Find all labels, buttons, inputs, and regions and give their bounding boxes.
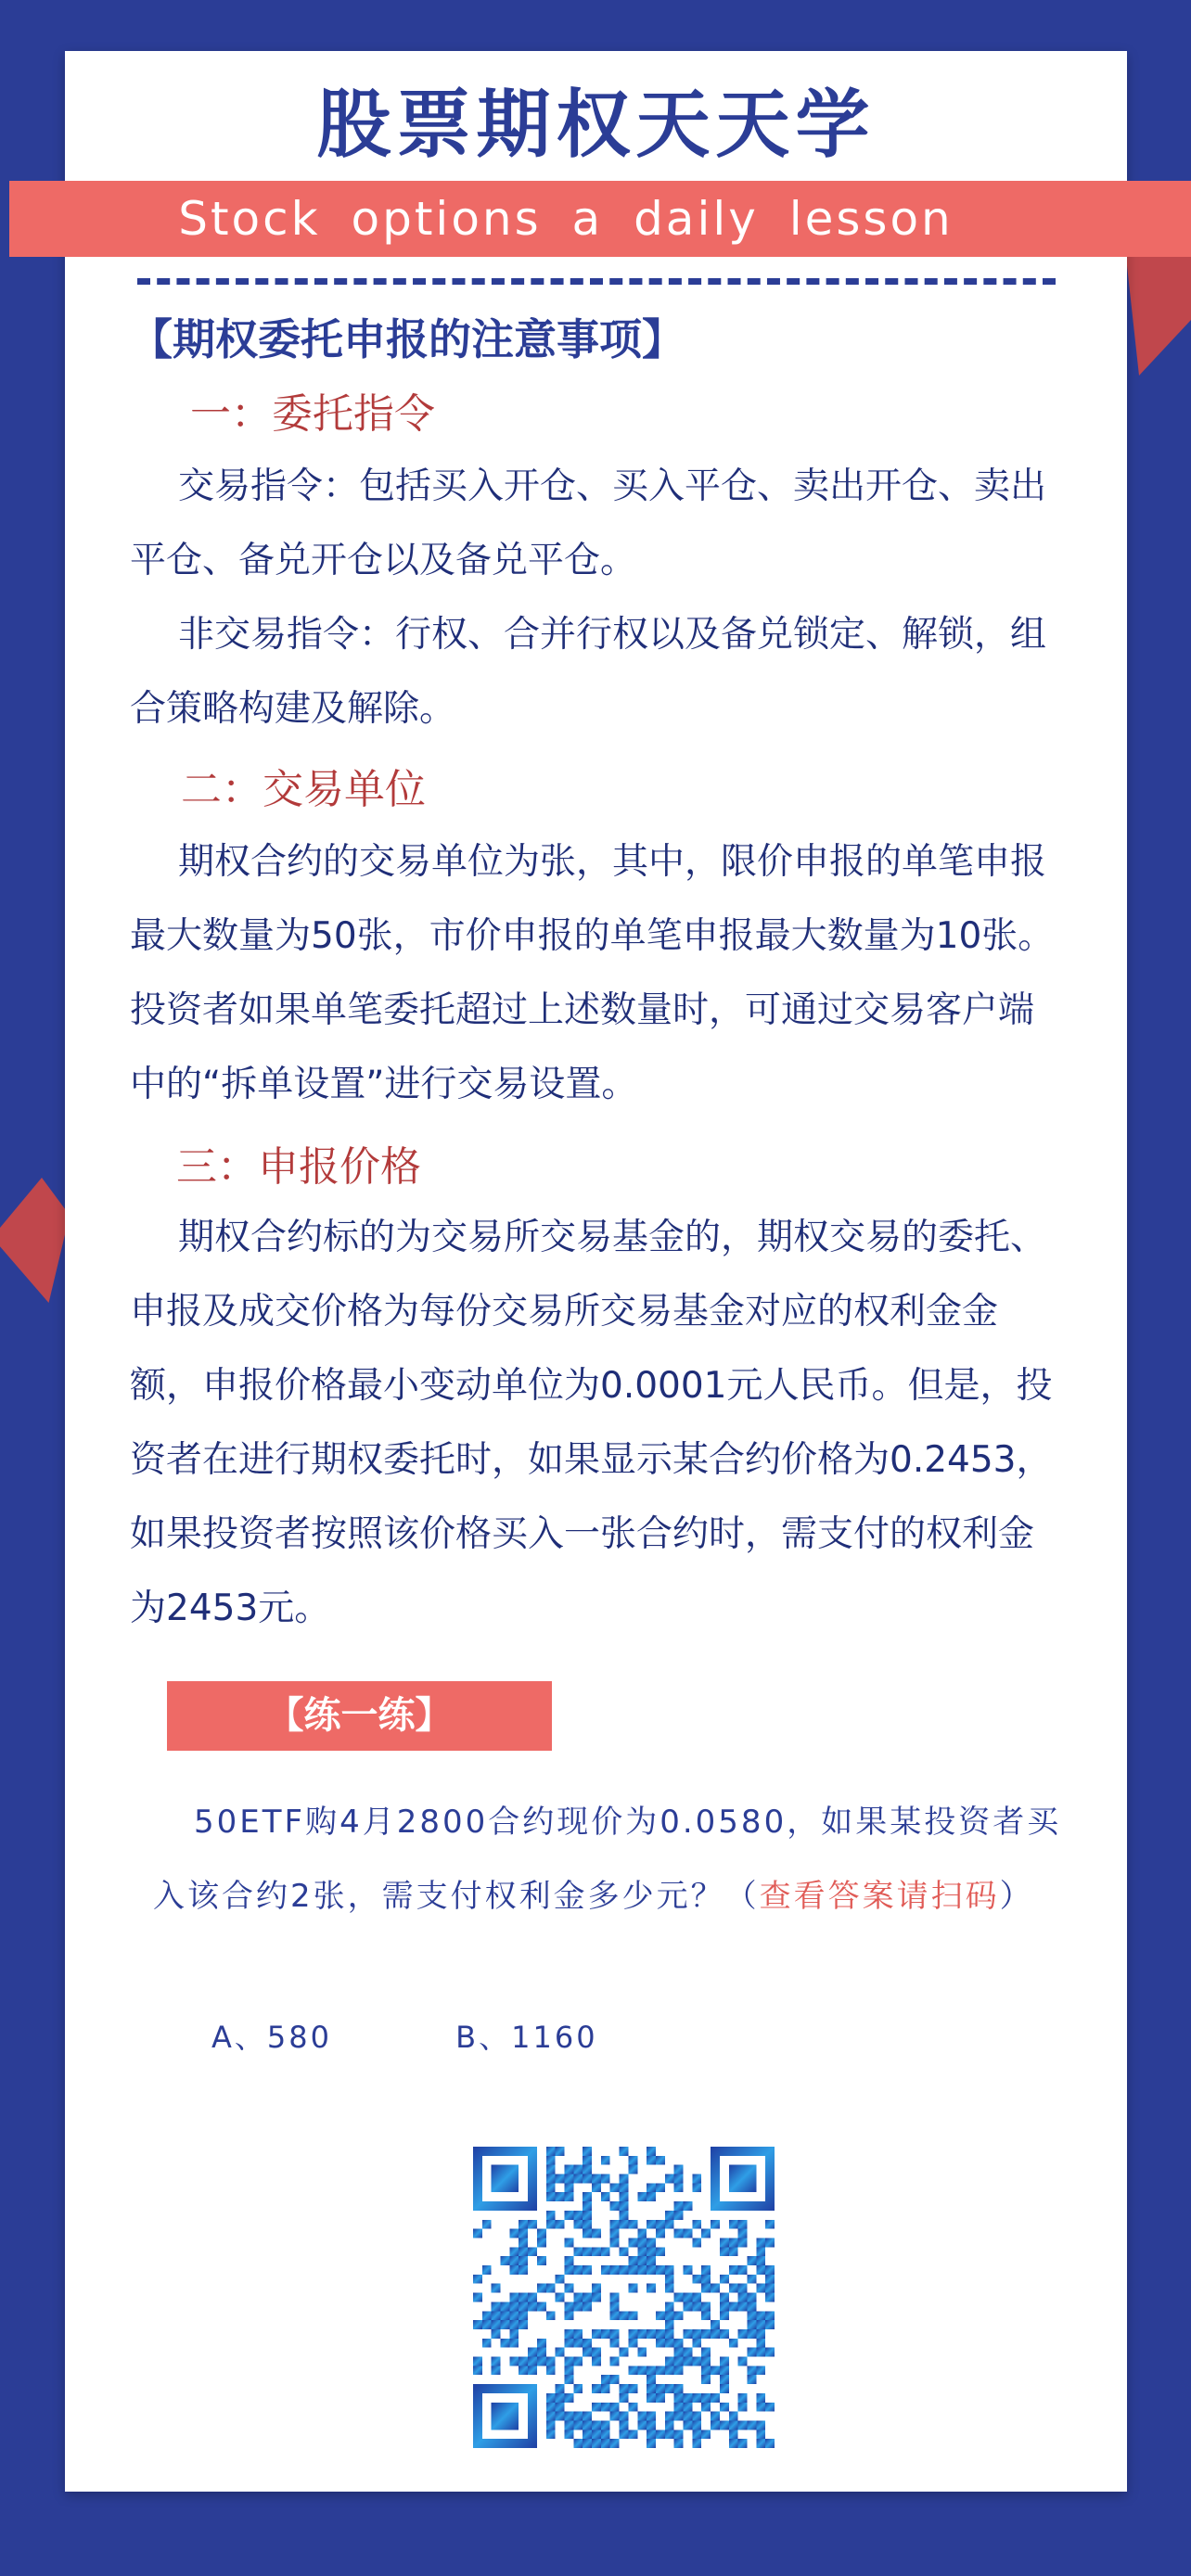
- answer-options: [211, 2014, 710, 2057]
- heading-quote-price: 三：申报价格: [176, 1143, 421, 1191]
- heading-trade-unit: 二：交易单位: [181, 766, 426, 813]
- question-end: ）: [999, 1878, 1034, 1915]
- paragraph-trade-instructions: 交易指令：包括买入开仓、买入平仓、卖出开仓、卖出平仓、备兑开仓以及备兑平仓。: [130, 465, 1047, 581]
- page-title: 股票期权天天学: [316, 82, 876, 168]
- option-b[interactable]: B、1160: [455, 2020, 598, 2055]
- practice-label: 【练一练】: [167, 1681, 552, 1751]
- dashed-divider: [137, 278, 1056, 285]
- paragraph-trade-unit: 期权合约的交易单位为张，其中，限价申报的单笔申报最大数量为50张，市价申报的单笔申报最大数量为10张。投资者如果单笔委托超过上述数量时，可通过交易客户端中的“拆单设置”进行交易设置。: [130, 841, 1055, 1105]
- question-text: 50ETF购4月2800合约现价为0.0580，如果某投资者买入该合约2张，需支付权利金多少元？（: [153, 1804, 1062, 1915]
- subtitle-text: Stock options a daily lesson: [178, 192, 954, 246]
- paragraph-nontrade-instructions: 非交易指令：行权、合并行权以及备兑锁定、解锁，组合策略构建及解除。: [130, 614, 1047, 730]
- practice-question: [153, 1785, 1062, 1933]
- heading-entrust-instructions: 一：委托指令: [190, 390, 435, 438]
- option-a[interactable]: A、580: [211, 2020, 332, 2055]
- section-title: 【期权委托申报的注意事项】: [130, 314, 685, 364]
- decorative-triangle-right: [1126, 236, 1191, 376]
- qr-code-icon[interactable]: [473, 2147, 775, 2448]
- scan-for-answer-link[interactable]: 查看答案请扫码: [759, 1878, 1000, 1915]
- paragraph-quote-price: 期权合约标的为交易所交易基金的，期权交易的委托、申报及成交价格为每份交易所交易基金对应的权利金金额，申报价格最小变动单位为0.0001元人民币。但是，投资者在进行期权委托时，如果显示某合约价格为0.2453，如果投资者按照该价格买入一张合约时，需支付的权利金为2453元。: [130, 1217, 1053, 1629]
- decorative-triangle-left: [0, 1178, 70, 1303]
